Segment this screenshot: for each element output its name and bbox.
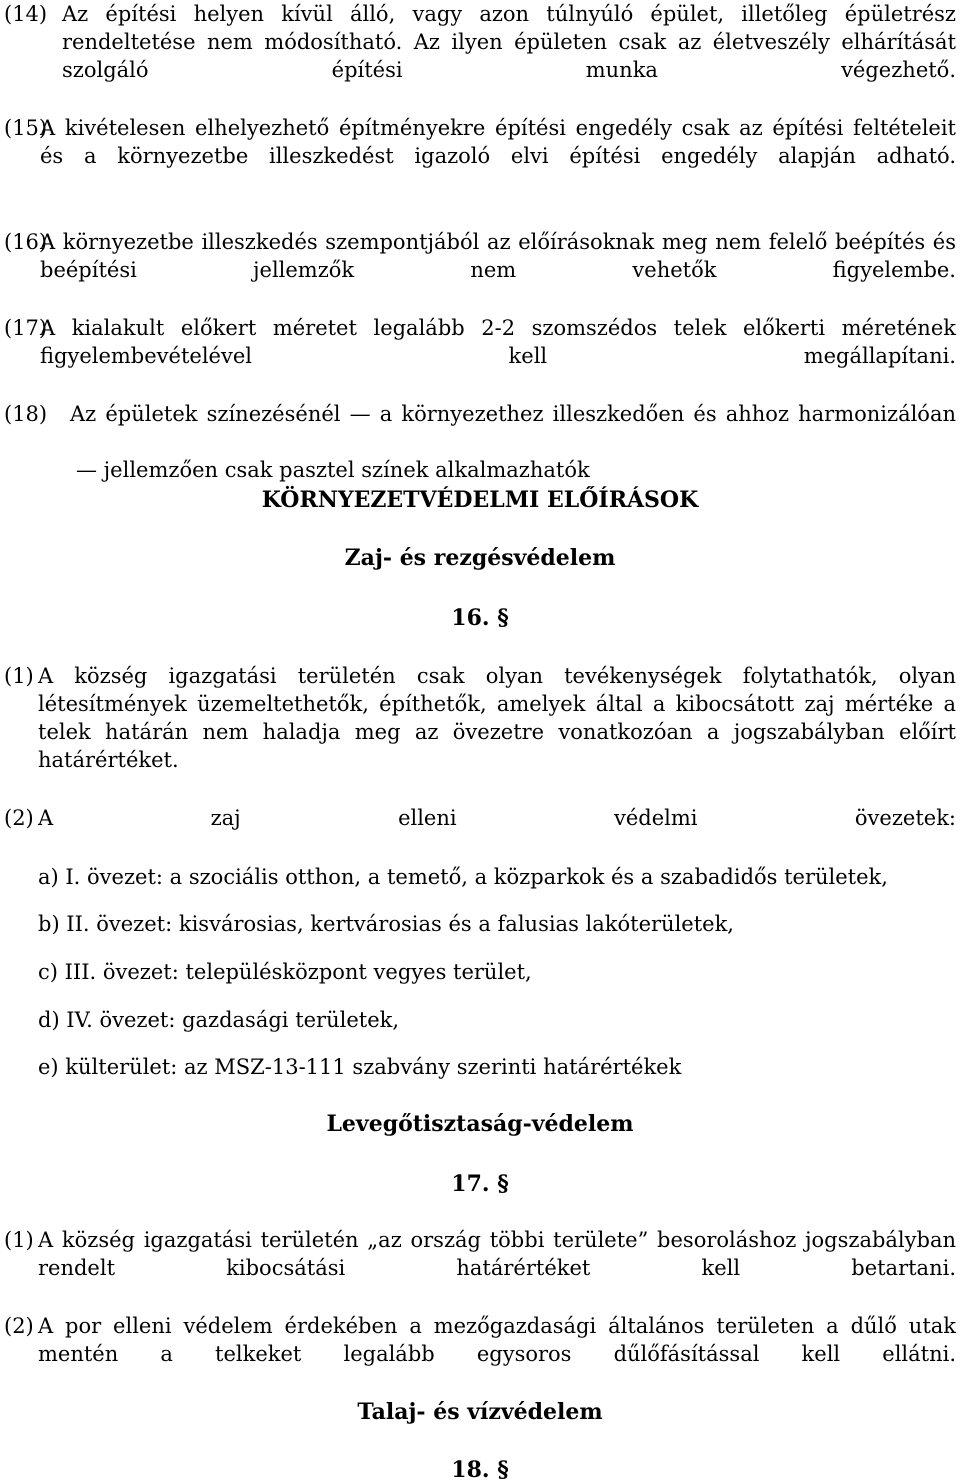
paragraph-number: (14) xyxy=(4,2,48,26)
paragraph-text: A por elleni védelem érdekében a mezőgazdasági általános területen a dűlő utak mentén a telkeket legalább egysoros dűlőfásítással kell ellátni. xyxy=(38,1314,956,1366)
paragraph-15 xyxy=(4,114,956,198)
section16-paragraph-2 xyxy=(4,804,956,860)
paragraph-17 xyxy=(4,314,956,398)
paragraph-16 xyxy=(4,228,956,312)
list-item: a) I. övezet: a szociális otthon, a temető, a közparkok és a szabadidős területek, xyxy=(38,865,888,889)
section-number-18: 18. § xyxy=(451,1457,509,1483)
paragraph-number: (1) xyxy=(4,1228,34,1252)
paragraph-number: (15) xyxy=(4,116,48,140)
paragraph-text-line2: — jellemzően csak pasztel színek alkalmazhatók xyxy=(76,458,590,482)
list-item: c) III. övezet: településközpont vegyes terület, xyxy=(38,960,532,984)
section-heading-environment: KÖRNYEZETVÉDELMI ELŐÍRÁSOK xyxy=(261,487,699,513)
list-item: d) IV. övezet: gazdasági területek, xyxy=(38,1008,400,1032)
paragraph-number: (17) xyxy=(4,316,48,340)
paragraph-number: (1) xyxy=(4,664,34,688)
paragraph-text: A kialakult előkert méretet legalább 2-2 szomszédos telek előkerti méretének figyelembevételével kell megállapítani. xyxy=(40,316,956,368)
section-number-17: 17. § xyxy=(451,1171,509,1197)
paragraph-text-line1: Az épületek színezésénél — a környezethez illeszkedően és ahhoz harmonizálóan xyxy=(70,402,956,426)
paragraph-text: A környezetbe illeszkedés szempontjából az előírásoknak meg nem felelő beépítés és beépítési jellemzők nem vehetők figyelembe. xyxy=(40,230,956,282)
paragraph-text: A község igazgatási területén csak olyan tevékenységek folytathatók, olyan létesítmények üzemeltethetők, építhetők, amelyek által a kibocsátott zaj mértéke a telek határán nem haladja meg az övezetre vonatkozóan a jogszabályban előírt határértéket. xyxy=(38,664,956,772)
paragraph-number: (16) xyxy=(4,230,48,254)
section-number-16: 16. § xyxy=(451,605,509,631)
section17-paragraph-1 xyxy=(4,1226,956,1310)
paragraph-number: (18) xyxy=(4,402,48,426)
paragraph-number: (2) xyxy=(4,1314,34,1338)
paragraph-text: A kivételesen elhelyezhető építményekre építési engedély csak az építési feltételeit és a környezetbe illeszkedést igazoló elvi építési engedély alapján adható. xyxy=(40,116,956,168)
subheading-soil-water: Talaj- és vízvédelem xyxy=(357,1399,603,1425)
list-item: b) II. övezet: kisvárosias, kertvárosias és a falusias lakóterületek, xyxy=(38,912,734,936)
section17-paragraph-2 xyxy=(4,1312,956,1396)
subheading-air: Levegőtisztaság-védelem xyxy=(326,1111,634,1137)
subheading-noise: Zaj- és rezgésvédelem xyxy=(344,545,616,571)
paragraph-text: A zaj elleni védelmi övezetek: xyxy=(38,806,956,830)
paragraph-number: (2) xyxy=(4,806,34,830)
paragraph-14 xyxy=(4,0,956,112)
section16-paragraph-1 xyxy=(4,662,956,802)
paragraph-text: A község igazgatási területén „az ország többi területe” besoroláshoz jogszabályban rendelt kibocsátási határértéket kell betartani. xyxy=(38,1228,956,1280)
list-item: e) külterület: az MSZ-13-111 szabvány szerinti határértékek xyxy=(38,1055,682,1079)
paragraph-text: Az építési helyen kívül álló, vagy azon túlnyúló épület, illetőleg épületrész rendeltetése nem módosítható. Az ilyen épületen csak az életveszély elhárítását szolgáló építési munka végezhető. xyxy=(62,2,956,82)
